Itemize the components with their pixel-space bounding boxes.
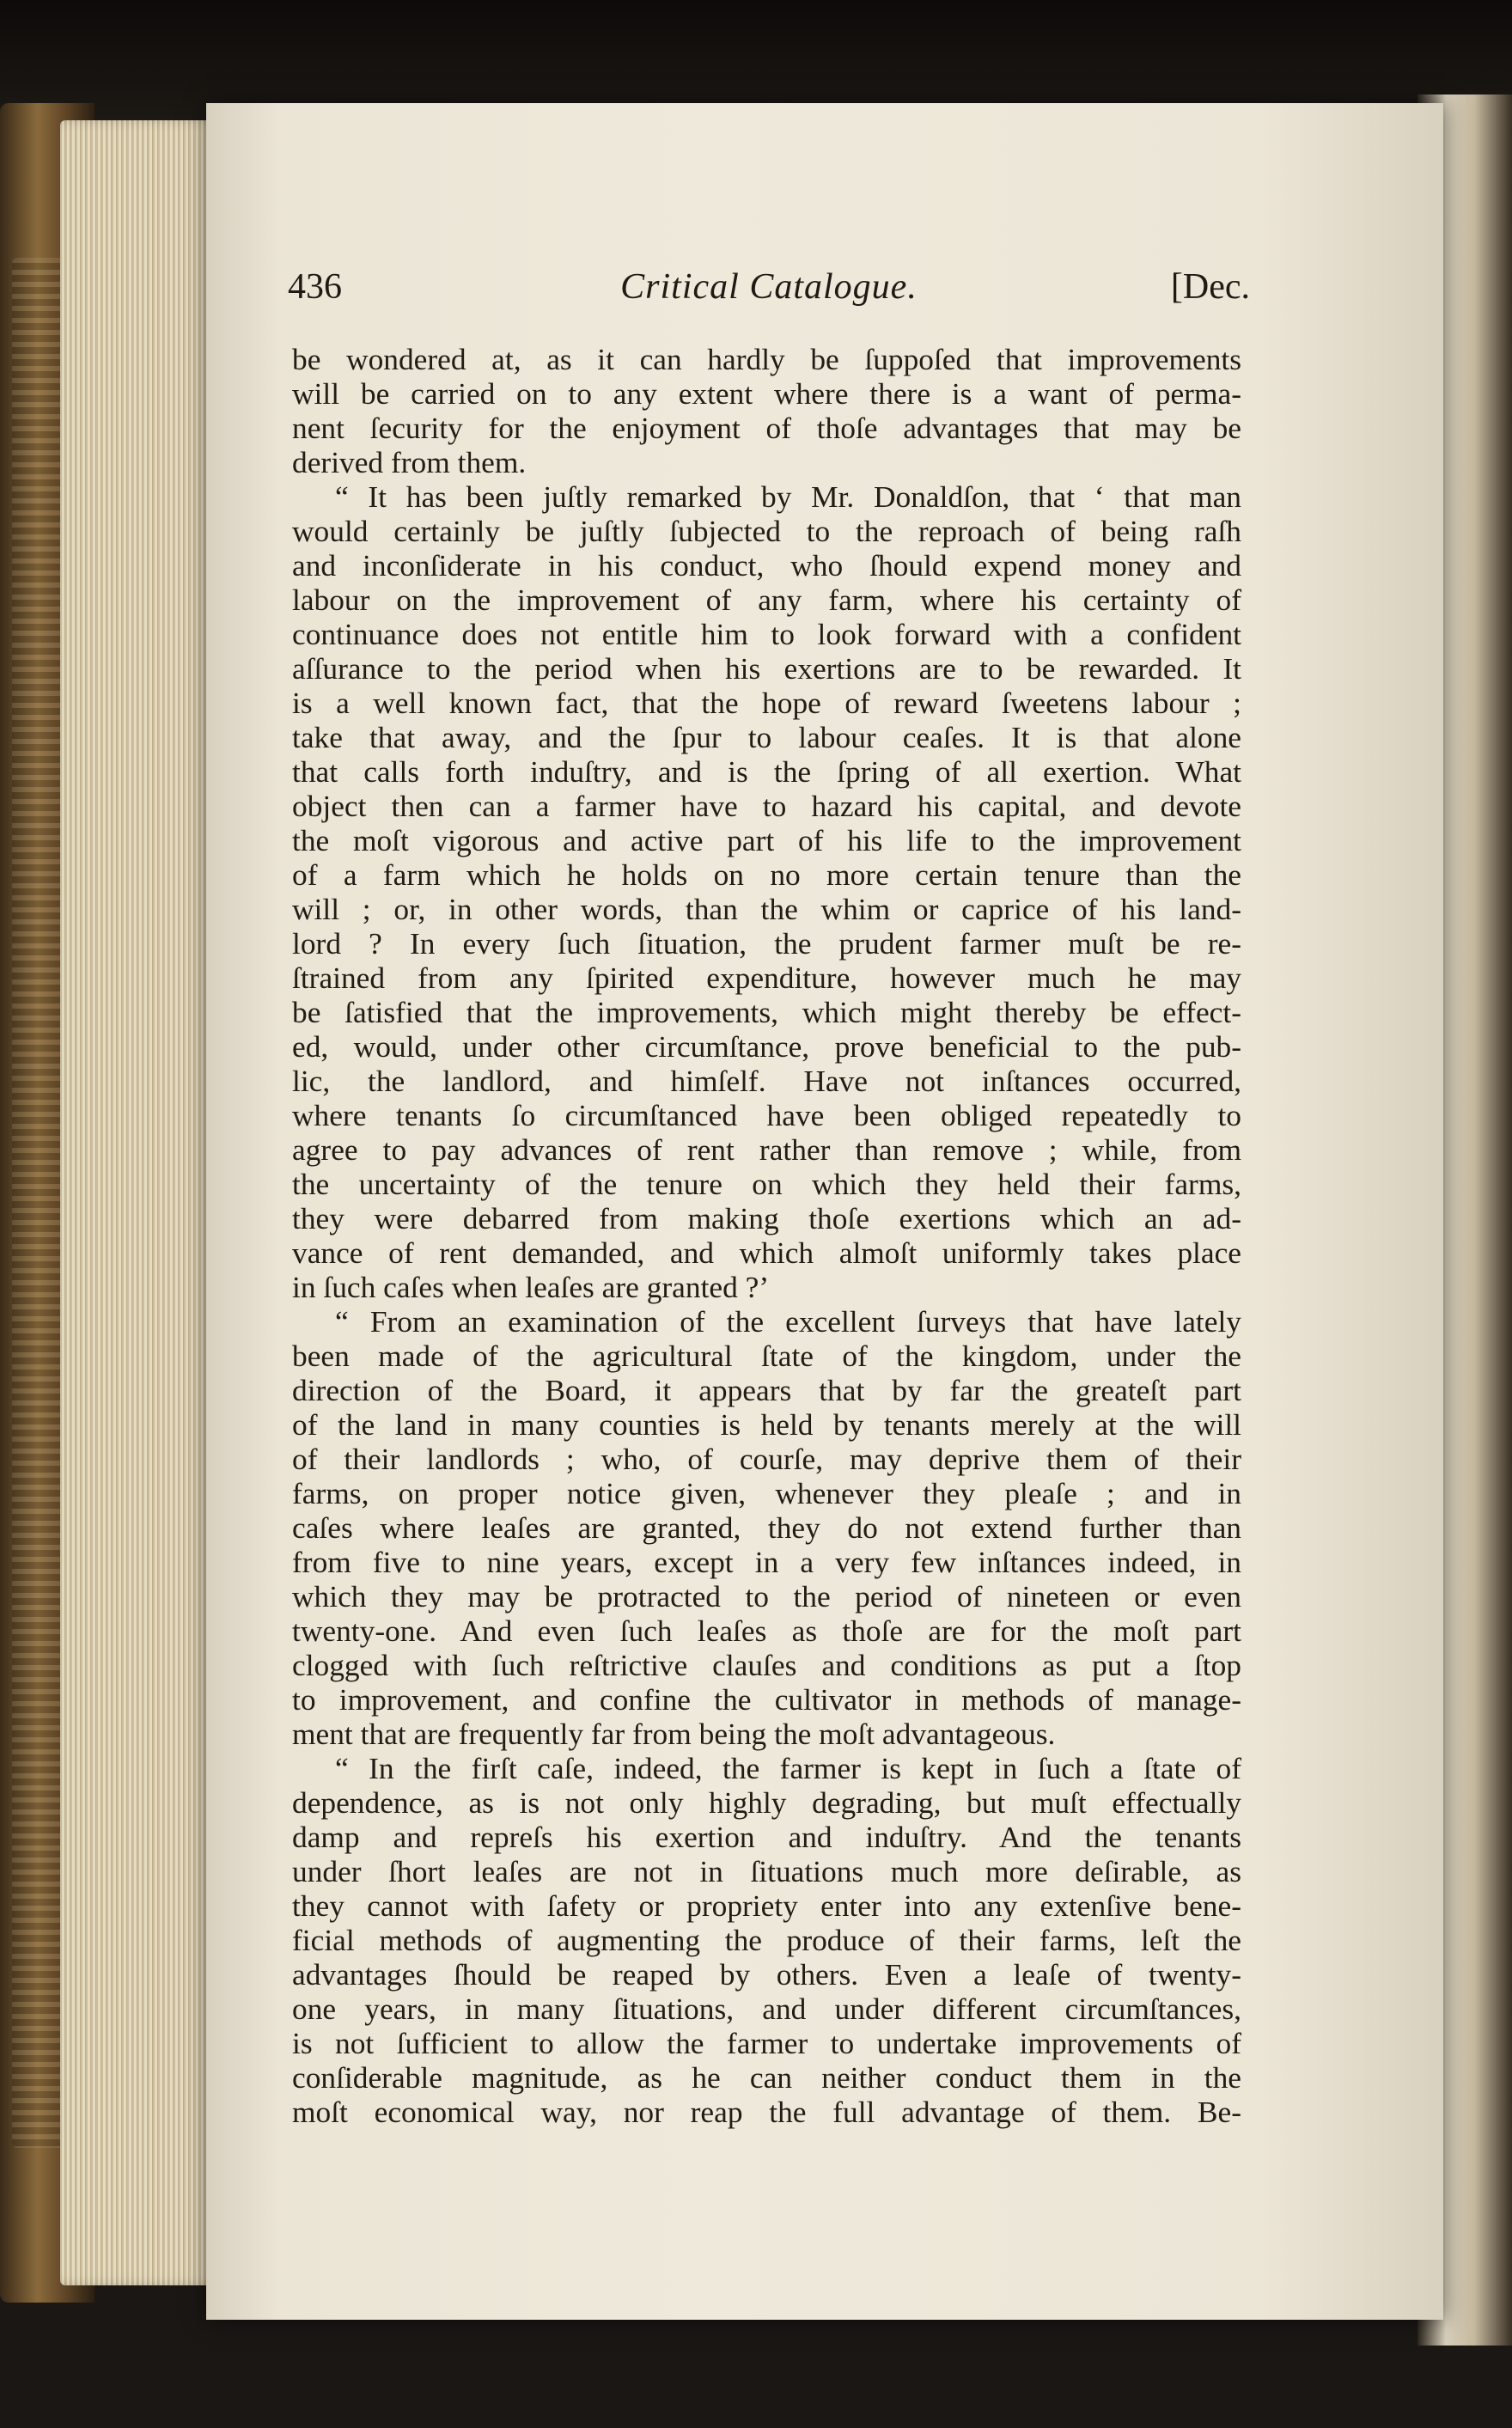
text-line: ſtrained from any ſpirited expenditure, however much he may bbox=[292, 961, 1241, 995]
text-line: of the land in many counties is held by tenants merely at the will bbox=[292, 1407, 1241, 1442]
body-text bbox=[292, 342, 1241, 2129]
text-line: vance of rent demanded, and which almoſt uniformly takes place bbox=[292, 1235, 1241, 1270]
text-line: “ From an examination of the excellent ſurveys that have lately bbox=[335, 1304, 1241, 1339]
text-line: ment that are frequently far from being the moſt advantageous. bbox=[292, 1717, 1056, 1751]
text-line: nent ſecurity for the enjoyment of thoſe advantages that may be bbox=[292, 411, 1241, 445]
text-line: ficial methods of augmenting the produce of their farms, leſt the bbox=[292, 1923, 1241, 1957]
text-line: clogged with ſuch reſtrictive clauſes and conditions as put a ſtop bbox=[292, 1648, 1241, 1682]
text-line: moſt economical way, nor reap the full advantage of them. Be- bbox=[292, 2095, 1241, 2129]
text-line: lord ? In every ſuch ſituation, the prudent farmer muſt be re- bbox=[292, 926, 1241, 961]
text-line: they were debarred from making thoſe exertions which an ad- bbox=[292, 1201, 1241, 1235]
text-line: the moſt vigorous and active part of his life to the improvement bbox=[292, 823, 1241, 857]
text-line: take that away, and the ſpur to labour ceaſes. It is that alone bbox=[292, 720, 1241, 754]
text-line: advantages ſhould be reaped by others. Even a leaſe of twenty- bbox=[292, 1957, 1241, 1992]
text-line: in ſuch caſes when leaſes are granted ?’ bbox=[292, 1270, 770, 1304]
text-line: aſſurance to the period when his exertions are to be rewarded. It bbox=[292, 651, 1241, 686]
text-line: the uncertainty of the tenure on which they held their farms, bbox=[292, 1167, 1241, 1201]
running-head bbox=[288, 266, 1250, 318]
text-line: from five to nine years, except in a very few inſtances indeed, in bbox=[292, 1545, 1241, 1579]
text-line: of their landlords ; who, of courſe, may deprive them of their bbox=[292, 1442, 1241, 1476]
text-line: object then can a farmer have to hazard his capital, and devote bbox=[292, 789, 1241, 823]
text-line: lic, the landlord, and himſelf. Have not inſtances occurred, bbox=[292, 1064, 1241, 1098]
text-line: one years, in many ſituations, and under different circumſtances, bbox=[292, 1992, 1241, 2026]
text-line: they cannot with ſafety or propriety enter into any extenſive bene- bbox=[292, 1888, 1241, 1923]
text-line: be wondered at, as it can hardly be ſuppoſed that improvements bbox=[292, 342, 1241, 376]
text-line: derived from them. bbox=[292, 445, 527, 479]
text-line: will ; or, in other words, than the whim or caprice of his land- bbox=[292, 892, 1241, 926]
text-line: under ſhort leaſes are not in ſituations much more deſirable, as bbox=[292, 1854, 1241, 1888]
text-line: agree to pay advances of rent rather than remove ; while, from bbox=[292, 1132, 1241, 1167]
page-number: 436 bbox=[288, 267, 342, 307]
text-line: that calls forth induſtry, and is the ſpring of all exertion. What bbox=[292, 754, 1241, 789]
background-shadow bbox=[0, 0, 1512, 120]
text-line: be ſatisfied that the improvements, which might thereby be effect- bbox=[292, 995, 1241, 1029]
text-line: continuance does not entitle him to look forward with a confident bbox=[292, 617, 1241, 651]
text-line: direction of the Board, it appears that by far the greateſt part bbox=[292, 1373, 1241, 1407]
text-line: is not ſufficient to allow the farmer to undertake improvements of bbox=[292, 2026, 1241, 2060]
leather-texture bbox=[12, 258, 64, 2148]
text-line: “ It has been juſtly remarked by Mr. Donaldſon, that ‘ that man bbox=[335, 479, 1241, 514]
text-line: dependence, as is not only highly degrading, but muſt effectually bbox=[292, 1785, 1241, 1820]
header-date: [Dec. bbox=[1170, 267, 1250, 307]
text-line: will be carried on to any extent where there is a want of perma- bbox=[292, 376, 1241, 411]
text-line: of a farm which he holds on no more certain tenure than the bbox=[292, 857, 1241, 892]
text-line: is a well known fact, that the hope of reward ſweetens labour ; bbox=[292, 686, 1241, 720]
header-title: Critical Catalogue. bbox=[620, 267, 918, 307]
text-line: would certainly be juſtly ſubjected to the reproach of being raſh bbox=[292, 514, 1241, 548]
text-line: labour on the improvement of any farm, where his certainty of bbox=[292, 583, 1241, 617]
page-edges bbox=[60, 120, 223, 2285]
text-line: damp and repreſs his exertion and induſtry. And the tenants bbox=[292, 1820, 1241, 1854]
text-line: and inconſiderate in his conduct, who ſhould expend money and bbox=[292, 548, 1241, 583]
text-line: twenty-one. And even ſuch leaſes as thoſe are for the moſt part bbox=[292, 1614, 1241, 1648]
text-line: conſiderable magnitude, as he can neither conduct them in the bbox=[292, 2060, 1241, 2095]
text-line: ed, would, under other circumſtance, prove beneficial to the pub- bbox=[292, 1029, 1241, 1064]
text-line: been made of the agricultural ſtate of the kingdom, under the bbox=[292, 1339, 1241, 1373]
text-line: caſes where leaſes are granted, they do not extend further than bbox=[292, 1510, 1241, 1545]
text-line: farms, on proper notice given, whenever they pleaſe ; and in bbox=[292, 1476, 1241, 1510]
text-line: “ In the firſt caſe, indeed, the farmer is kept in ſuch a ſtate of bbox=[335, 1751, 1241, 1785]
text-line: which they may be protracted to the period of nineteen or even bbox=[292, 1579, 1241, 1614]
text-line: where tenants ſo circumſtanced have been obliged repeatedly to bbox=[292, 1098, 1241, 1132]
text-line: to improvement, and confine the cultivator in methods of manage- bbox=[292, 1682, 1241, 1717]
